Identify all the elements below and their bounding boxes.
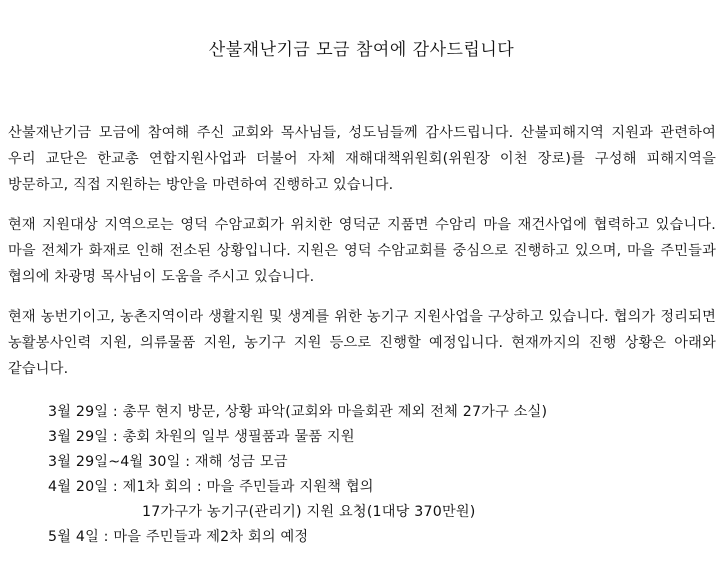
document-title: 산불재난기금 모금 참여에 감사드립니다 (208, 40, 515, 60)
timeline-item: 3월 29일~4월 30일 : 재해 성금 모금 (48, 454, 288, 470)
paragraph-plan: 현재 농번기이고, 농촌지역이라 생활지원 및 생계를 위한 농기구 지원사업을 구상하고 있습니다. 협의가 정리되면 농활봉사인력 지원, 의류물품 지원, 농기구 지원 등으로 진행할 예정입니다. 현재까지의 진행 상황은 아래와 같습니다. (8, 309, 716, 377)
timeline-item: 5월 4일 : 마을 주민들과 제2차 회의 예정 (48, 529, 309, 545)
document-body (8, 120, 716, 396)
paragraph-support-area: 현재 지원대상 지역으로는 영덕 수암교회가 위치한 영덕군 지품면 수암리 마을 재건사업에 협력하고 있습니다. 마을 전체가 화재로 인해 전소된 상황입니다. 지원은 영덕 수암교회를 중심으로 진행하고 있으며, 마을 주민들과 협의에 차광명 목사님이 도움을 주시고 있습니다. (8, 217, 716, 285)
timeline-item: 3월 29일 : 총회 차원의 일부 생필품과 물품 지원 (48, 429, 355, 445)
timeline-item-continuation: 17가구가 농기구(관리기) 지원 요청(1대당 370만원) (142, 504, 476, 520)
timeline-item: 4월 20일 : 제1차 회의 : 마을 주민들과 지원책 협의 (48, 479, 374, 495)
paragraph-thanks: 산불재난기금 모금에 참여해 주신 교회와 목사님들, 성도님들께 감사드립니다. 산불피해지역 지원과 관련하여 우리 교단은 한교총 연합지원사업과 더불어 자체 재해대책위원회(위원장 이천 장로)를 구성해 피해지역을 방문하고, 직접 지원하는 방안을 마련하여 진행하고 있습니다. (8, 125, 716, 193)
progress-timeline (48, 400, 708, 550)
timeline-item: 3월 29일 : 총무 현지 방문, 상황 파악(교회와 마을회관 제외 전체 27가구 소실) (48, 404, 548, 420)
